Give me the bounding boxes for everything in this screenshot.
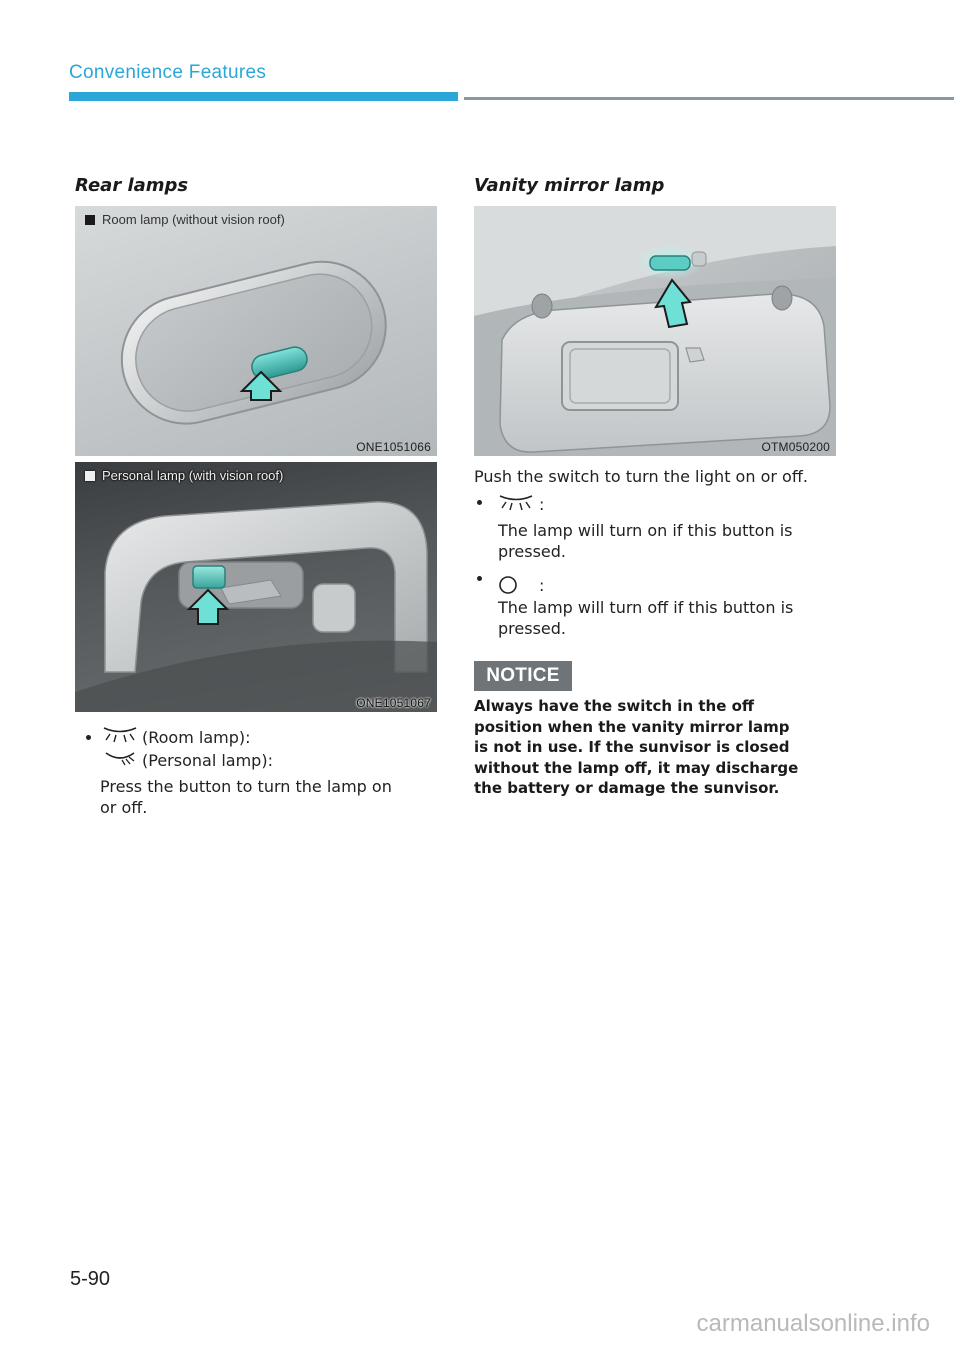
figure-code: ONE1051066 [356, 440, 431, 454]
notice-line: position when the vanity mirror lamp [474, 717, 790, 736]
room-lamp-label: (Room lamp): [142, 728, 251, 747]
watermark: carmanualsonline.info [696, 1310, 930, 1337]
header-title: Convenience Features [69, 62, 267, 83]
figure-code: ONE1051067 [356, 696, 431, 710]
bullet-on-line2: pressed. [498, 542, 566, 561]
room-lamp-icon [100, 725, 140, 743]
figure-room-lamp [75, 206, 437, 456]
personal-lamp-icon [100, 749, 140, 767]
bullet-dot [86, 735, 91, 740]
bullet-on-sep: : [539, 495, 545, 514]
notice-badge: NOTICE [474, 661, 572, 691]
room-lamp-illustration [75, 206, 437, 456]
bullet-desc-line2: or off. [100, 798, 148, 817]
bullet-dot [477, 576, 482, 581]
vanity-intro: Push the switch to turn the light on or off. [474, 467, 808, 486]
notice-line: without the lamp off, it may discharge [474, 758, 799, 777]
section-title-rear-lamps: Rear lamps [75, 175, 189, 196]
header-rule-blue [69, 92, 458, 101]
vanity-mirror-illustration [474, 206, 836, 456]
lamp-off-icon [498, 575, 520, 595]
personal-lamp-label: (Personal lamp): [142, 751, 273, 770]
caption-square-icon [85, 215, 95, 225]
figure-caption-room-lamp [85, 212, 285, 227]
figure-code: OTM050200 [761, 440, 830, 454]
notice-line: is not in use. If the sunvisor is closed [474, 738, 790, 756]
notice-line: the battery or damage the sunvisor. [474, 779, 780, 797]
figure-vanity-mirror-lamp [474, 206, 836, 456]
notice-text [474, 696, 834, 799]
bullet-desc-line1: Press the button to turn the lamp on [100, 777, 392, 796]
lamp-on-icon [496, 493, 536, 511]
header-rule-grey [464, 97, 954, 100]
caption-text: Personal lamp (with vision roof) [102, 468, 284, 483]
bullet-on-line1: The lamp will turn on if this button is [498, 521, 793, 540]
figure-caption-personal-lamp [85, 468, 283, 483]
section-title-vanity-mirror-lamp: Vanity mirror lamp [474, 175, 665, 196]
figure-personal-lamp [75, 462, 437, 712]
page-number: 5-90 [70, 1268, 111, 1290]
caption-square-icon [85, 471, 95, 481]
caption-text: Room lamp (without vision roof) [102, 212, 285, 227]
notice-line: Always have the switch in the off [474, 697, 755, 715]
bullet-off-line2: pressed. [498, 619, 566, 638]
bullet-off-line1: The lamp will turn off if this button is [498, 598, 794, 617]
bullet-dot [477, 500, 482, 505]
bullet-off-sep: : [539, 576, 545, 595]
personal-lamp-illustration [75, 462, 437, 712]
